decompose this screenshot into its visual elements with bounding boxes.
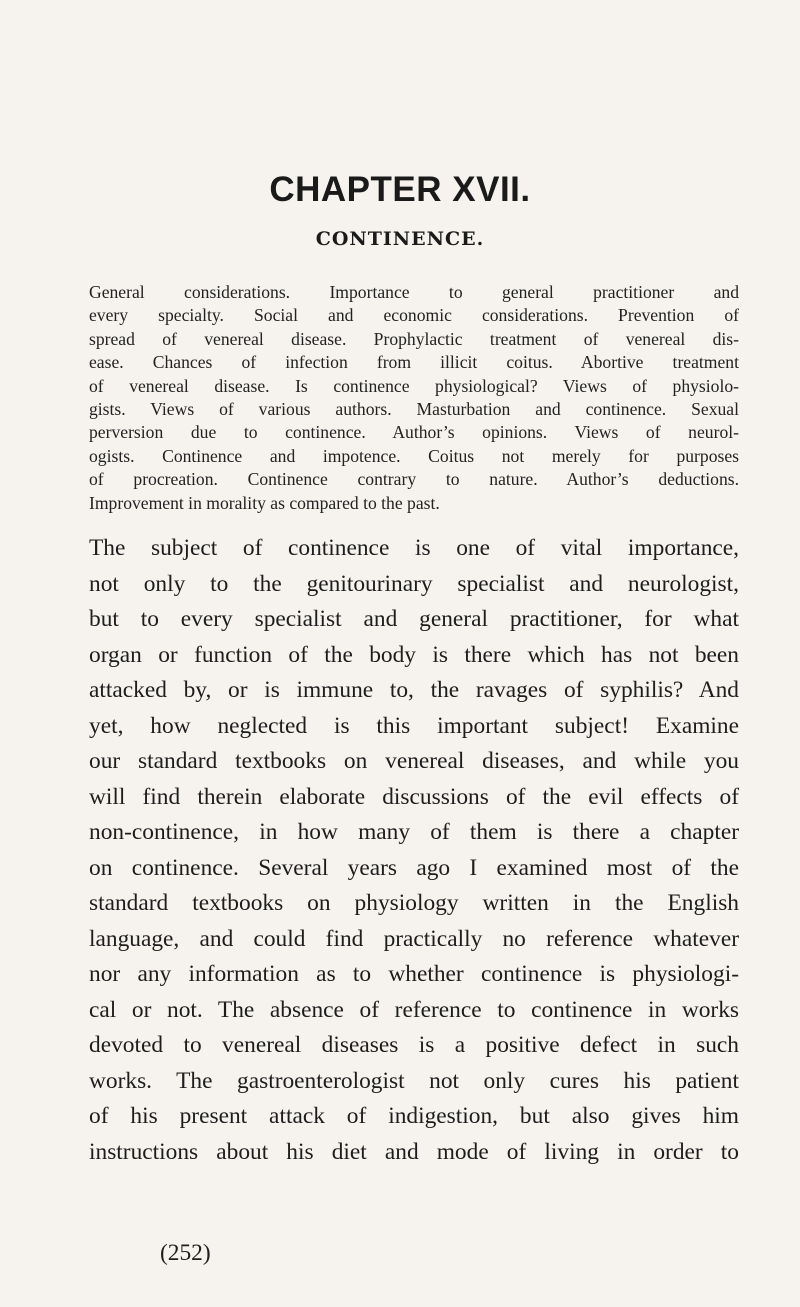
- summary-line: ease. Chances of infection from illicit coitus. Abortive treatment: [89, 352, 739, 373]
- chapter-heading: CHAPTER XVII.: [269, 170, 531, 209]
- body-line: of his present attack of indigestion, but also gives him: [89, 1103, 739, 1129]
- summary-line: ogists. Continence and impotence. Coitus not merely for purposes: [89, 445, 739, 466]
- summary-line: of procreation. Continence contrary to nature. Author’s deductions.: [89, 469, 739, 490]
- body-line: instructions about his diet and mode of living in order to: [89, 1138, 739, 1165]
- body-line: but to every specialist and general practitioner, for what: [89, 606, 739, 632]
- summary-line: of venereal disease. Is continence physiological? Views of physiolo-: [89, 375, 739, 396]
- body-paragraph: [89, 531, 739, 1170]
- body-line: organ or function of the body is there which has not been: [89, 641, 739, 668]
- body-line: cal or not. The absence of reference to continence in works: [89, 996, 739, 1023]
- summary-line: General considerations. Importance to general practitioner and: [89, 282, 739, 302]
- body-line: The subject of continence is one of vital importance,: [89, 535, 739, 561]
- body-line: yet, how neglected is this important subject! Examine: [89, 712, 739, 739]
- body-line: on continence. Several years ago I examined most of the: [89, 854, 739, 881]
- body-line: works. The gastroenterologist not only cures his patient: [89, 1067, 739, 1094]
- body-line: non-continence, in how many of them is there a chapter: [89, 819, 739, 845]
- body-line: language, and could find practically no reference whatever: [89, 925, 739, 952]
- body-line: will find therein elaborate discussions of the evil effects of: [89, 783, 739, 810]
- summary-line: spread of venereal disease. Prophylactic treatment of venereal dis-: [89, 328, 739, 349]
- body-line: our standard textbooks on venereal diseases, and while you: [89, 748, 739, 774]
- summary-line: perversion due to continence. Author’s opinions. Views of neurol-: [89, 422, 739, 443]
- summary-line: every specialty. Social and economic considerations. Prevention of: [89, 305, 739, 326]
- body-line: devoted to venereal diseases is a positive defect in such: [89, 1032, 739, 1058]
- chapter-summary: [89, 281, 739, 515]
- body-line: standard textbooks on physiology written in the English: [89, 890, 739, 916]
- summary-line: gists. Views of various authors. Masturbation and continence. Sexual: [89, 398, 739, 419]
- body-line: nor any information as to whether continence is physiologi-: [89, 961, 739, 987]
- body-line: not only to the genitourinary specialist and neurologist,: [89, 570, 739, 597]
- body-line: attacked by, or is immune to, the ravages of syphilis? And: [89, 677, 739, 703]
- page-number: (252): [160, 1240, 211, 1266]
- summary-line: Improvement in morality as compared to the past.: [89, 492, 440, 513]
- chapter-title: CONTINENCE.: [315, 228, 485, 250]
